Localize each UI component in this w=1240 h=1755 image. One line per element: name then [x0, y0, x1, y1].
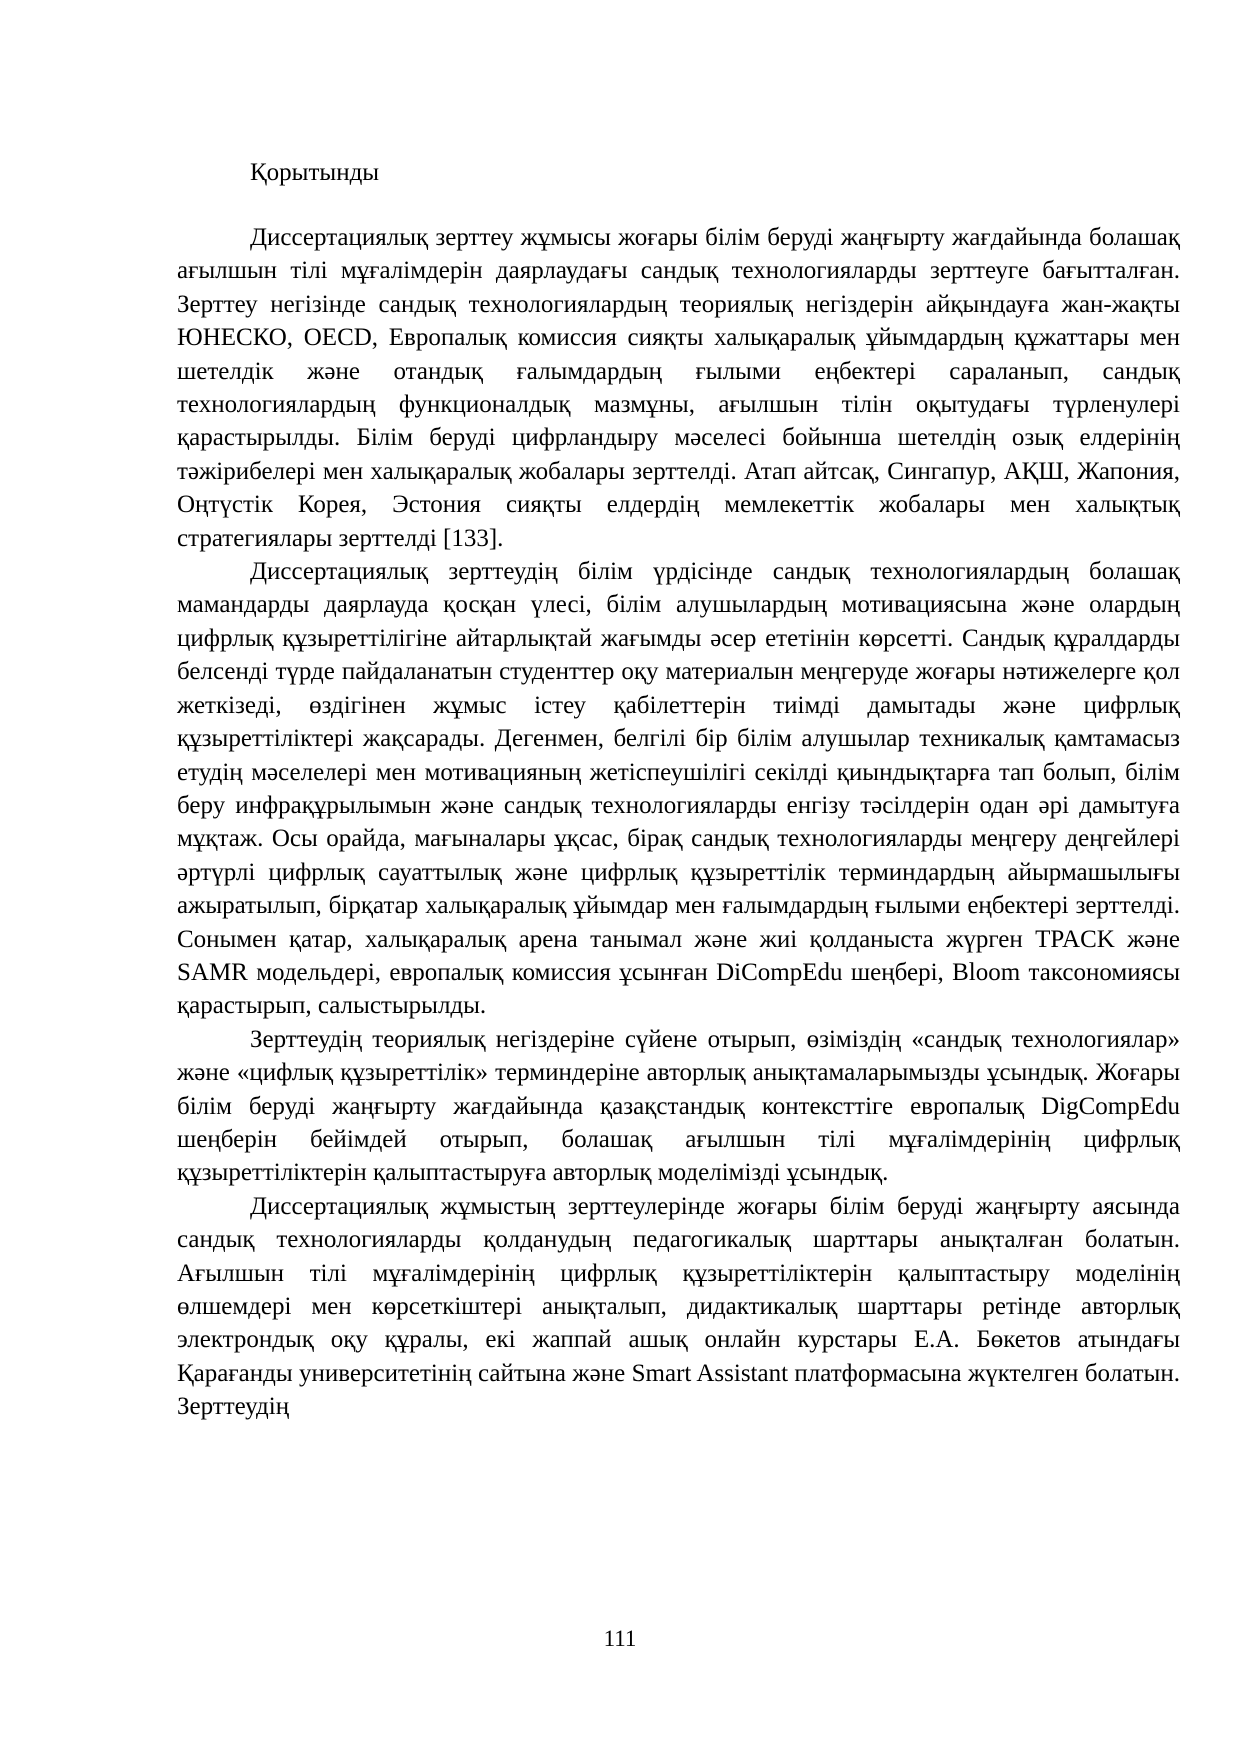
section-heading: Қорытынды — [250, 159, 380, 186]
paragraph-4: Диссертациялық жұмыстың зерттеулерінде жоғары білім беруді жаңғырту аясында сандық технологияларды қолданудың педагогикалық шарттары анықталған болатын. Ағылшын тілі мұғалімдерінің цифрлық құзыреттіліктерін қалыптастыру моделінің өлшемдері мен көрсеткіштері анықталып, дидактикалық шарттары ретінде авторлық электрондық оқу құралы, екі жаппай ашық онлайн курстары Е.А. Бөкетов атындағы Қарағанды университетінің сайтына және Smart Assistant платформасына жүктелген болатын. Зерттеудің — [177, 1192, 1180, 1421]
paragraph-2: Диссертациялық зерттеудің білім үрдісінде сандық технологиялардың болашақ мамандарды даярлауда қосқан үлесі, білім алушылардың мотивациясына және олардың цифрлық құзыреттілігіне айтарлықтай жағымды әсер ететінін көрсетті. Сандық құралдарды белсенді түрде пайдаланатын студенттер оқу материалын меңгеруде жоғары нәтижелерге қол жеткізеді, өздігінен жұмыс істеу қабілеттерін тиімді дамытады және цифрлық құзыреттіліктері жақсарады. Дегенмен, белгілі бір білім алушылар техникалық қамтамасыз етудің мәселелері мен мотивацияның жетіспеушілігі секілді қиындықтарға тап болып, білім беру инфрақұрылымын және сандық технологияларды енгізу тәсілдерін одан әрі дамытуға мұқтаж. Осы орайда, мағыналары ұқсас, бірақ сандық технологияларды меңгеру деңгейлері әртүрлі цифрлық сауаттылық және цифрлық құзыреттілік терминдардың айырмашылығы ажыратылып, бірқатар халықаралық ұйымдар мен ғалымдардың ғылыми еңбектері зерттелді. Сонымен қатар, халықаралық арена танымал және жиі қолданыста жүрген TPACK және SAMR модельдері, европалық комиссия ұсынған DiCompEdu шеңбері, Bloom таксономиясы қарастырып, салыстырылды. — [177, 558, 1180, 1020]
page-number: 111 — [603, 1626, 637, 1651]
paragraph-3: Зерттеудің теориялық негіздеріне сүйене отырып, өзіміздің «сандық технологиялар» және «цифлық құзыреттілік» терминдеріне авторлық анықтамаларымызды ұсындық. Жоғары білім беруді жаңғырту жағдайында қазақстандық контексттіге европалық DigCompEdu шеңберін бейімдей отырып, болашақ ағылшын тілі мұғалімдерінің цифрлық құзыреттіліктерін қалыптастыруға авторлық моделімізді ұсындық. — [177, 1025, 1180, 1187]
body-text — [177, 221, 1180, 1424]
paragraph-1: Диссертациялық зерттеу жұмысы жоғары білім беруді жаңғырту жағдайында болашақ ағылшын тілі мұғалімдерін даярлаудағы сандық технологияларды зерттеуге бағытталған. Зерттеу негізінде сандық технологиялардың теориялық негіздерін айқындауға жан-жақты ЮНЕСКО, OECD, Европалық комиссия сияқты халықаралық ұйымдардың құжаттары мен шетелдік және отандық ғалымдардың ғылыми еңбектері сараланып, сандық технологиялардың функционалдық мазмұны, ағылшын тілін оқытудағы түрленулері қарастырылды. Білім беруді цифрландыру мәселесі бойынша шетелдің озық елдерінің тәжірибелері мен халықаралық жобалары зерттелді. Атап айтсақ, Сингапур, АҚШ, Жапония, Оңтүстік Корея, Эстония сияқты елдердің мемлекеттік жобалары мен халықтық стратегиялары зерттелді [133]. — [177, 224, 1180, 552]
